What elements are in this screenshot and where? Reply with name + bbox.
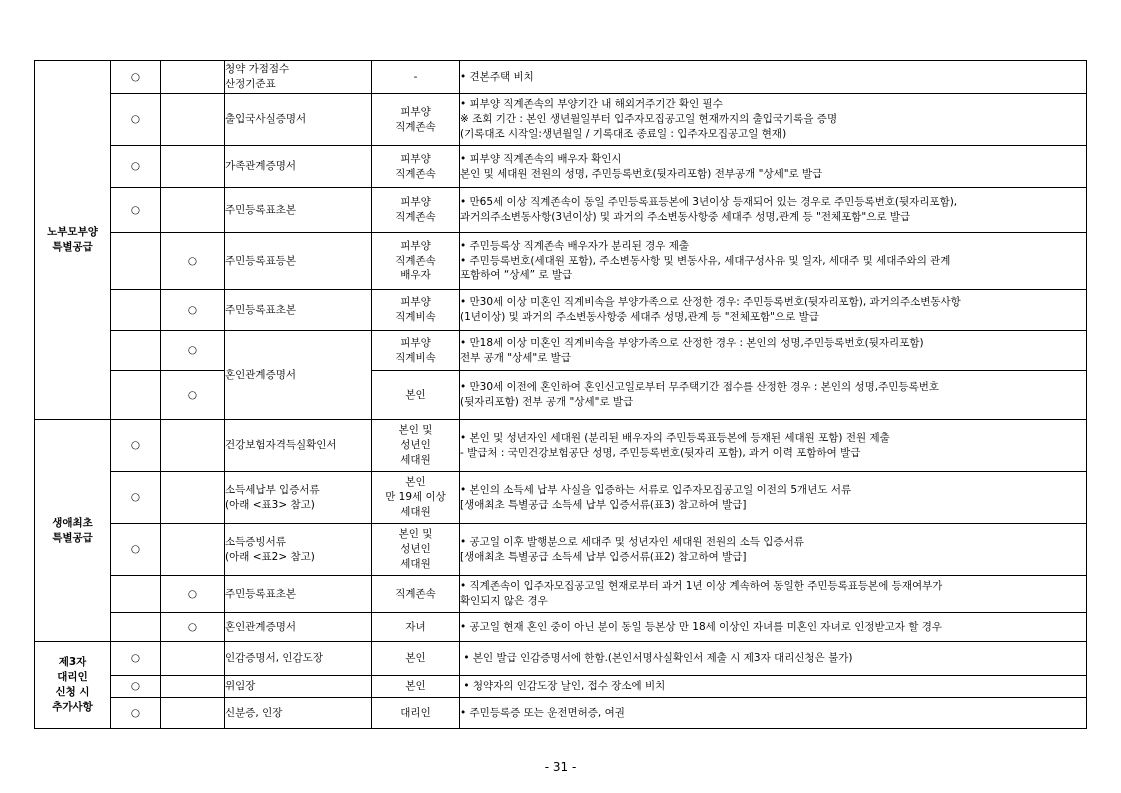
conditional-mark: ○ [161, 331, 225, 371]
document-name: 주민등록표초본 [225, 188, 372, 233]
document-name: 신분증, 인장 [225, 698, 372, 729]
document-name: 가족관계증명서 [225, 146, 372, 188]
note: • 만65세 이상 직계존속이 동일 주민등록표등본에 3년이상 등재되어 있는 경우로 주민등록번호(뒷자리포함), 과거의주소변동사항(3년이상) 및 과거의 주소변동사항중 세대주 성명,관계 등 "전체포함"으로 발급 [460, 188, 1087, 233]
document-name: 혼인관계증명서 [225, 331, 372, 420]
required-mark: ○ [111, 188, 161, 233]
note: • 주민등록상 직계존속 배우자가 분리된 경우 제출 • 주민등록번호(세대원 포함), 주소변동사항 및 변동사유, 세대구성사유 및 일자, 세대주 및 세대주와의 관계 포함하여 “상세” 로 발급 [460, 233, 1087, 290]
issue-target: 피부양 직계존속 [372, 188, 460, 233]
document-name: 혼인관계증명서 [225, 613, 372, 642]
issue-target: 본인 [372, 371, 460, 420]
required-mark: ○ [111, 642, 161, 676]
required-mark: ○ [111, 524, 161, 576]
conditional-mark [161, 524, 225, 576]
required-mark: ○ [111, 472, 161, 524]
document-name: 소득증빙서류 (아래 <표2> 참고) [225, 524, 372, 576]
note: • 공고일 이후 발행분으로 세대주 및 성년자인 세대원 전원의 소득 입증서류 [생애최초 특별공급 소득세 납부 입증서류(표2) 참고하여 발급] [460, 524, 1087, 576]
conditional-mark [161, 676, 225, 698]
note: • 청약자의 인감도장 날인, 접수 장소에 비치 [460, 676, 1087, 698]
note: • 피부양 직계존속의 부양기간 내 해외거주기간 확인 필수 ※ 조회 기간 : 본인 생년월일부터 입주자모집공고일 현재까지의 출입국기록을 증명 (기록대조 시작일:생년월일 / 기록대조 종료일 : 입주자모집공고일 현재) [460, 94, 1087, 146]
note: • 공고일 현재 혼인 중이 아닌 분이 동일 등본상 만 18세 이상인 자녀를 미혼인 자녀로 인정받고자 할 경우 [460, 613, 1087, 642]
conditional-mark [161, 472, 225, 524]
issue-target: 자녀 [372, 613, 460, 642]
document-name: 주민등록표초본 [225, 290, 372, 331]
issue-target: 본인 및 성년인 세대원 [372, 420, 460, 472]
required-mark: ○ [111, 676, 161, 698]
page-number: - 31 - [544, 760, 577, 774]
note: • 견본주택 비치 [460, 61, 1087, 94]
issue-target: 본인 [372, 676, 460, 698]
note: • 만30세 이상 미혼인 직계비속을 부양가족으로 산정한 경우: 주민등록번호(뒷자리포함), 과거의주소변동사항 (1년이상) 및 과거의 주소변동사항중 세대주 성명,관계 등 "전체포함"으로 발급 [460, 290, 1087, 331]
required-mark [111, 371, 161, 420]
issue-target: 본인 [372, 642, 460, 676]
conditional-mark [161, 642, 225, 676]
note: • 본인의 소득세 납부 사실을 입증하는 서류로 입주자모집공고일 이전의 5개년도 서류 [생애최초 특별공급 소득세 납부 입증서류(표3) 참고하여 발급] [460, 472, 1087, 524]
conditional-mark [161, 188, 225, 233]
required-mark: ○ [111, 420, 161, 472]
group-label-proxy-applicant: 제3자 대리인 신청 시 추가사항 [35, 642, 111, 729]
issue-target: 본인 및 성년인 세대원 [372, 524, 460, 576]
note: • 본인 및 성년자인 세대원 (분리된 배우자의 주민등록표등본에 등재된 세대원 포함) 전원 제출 - 발급처 : 국민건강보험공단 성명, 주민등록번호(뒷자리 포함), 과거 이력 포함하여 발급 [460, 420, 1087, 472]
document-name: 청약 가점점수 산정기준표 [225, 61, 372, 94]
document-name: 주민등록표초본 [225, 576, 372, 613]
issue-target: 피부양 직계존속 [372, 94, 460, 146]
document-name: 위임장 [225, 676, 372, 698]
conditional-mark: ○ [161, 576, 225, 613]
conditional-mark [161, 61, 225, 94]
note: • 직계존속이 입주자모집공고일 현재로부터 과거 1년 이상 계속하여 동일한 주민등록표등본에 등재여부가 확인되지 않은 경우 [460, 576, 1087, 613]
document-requirements-table [34, 60, 1087, 729]
note: • 피부양 직계존속의 배우자 확인시 본인 및 세대원 전원의 성명, 주민등록번호(뒷자리포함) 전부공개 "상세"로 발급 [460, 146, 1087, 188]
document-name: 주민등록표등본 [225, 233, 372, 290]
required-mark: ○ [111, 146, 161, 188]
required-mark: ○ [111, 61, 161, 94]
note: • 만30세 이전에 혼인하여 혼인신고일로부터 무주택기간 점수를 산정한 경우 : 본인의 성명,주민등록번호 (뒷자리포함) 전부 공개 "상세"로 발급 [460, 371, 1087, 420]
required-mark: ○ [111, 698, 161, 729]
conditional-mark [161, 420, 225, 472]
issue-target: 대리인 [372, 698, 460, 729]
note: • 본인 발급 인감증명서에 한함.(본인서명사실확인서 제출 시 제3자 대리신청은 불가) [460, 642, 1087, 676]
required-mark [111, 613, 161, 642]
group-label-senior-support: 노부모부양 특별공급 [35, 61, 111, 420]
issue-target: 피부양 직계비속 [372, 331, 460, 371]
conditional-mark: ○ [161, 613, 225, 642]
issue-target: 직계존속 [372, 576, 460, 613]
note: • 만18세 이상 미혼인 직계비속을 부양가족으로 산정한 경우 : 본인의 성명,주민등록번호(뒷자리포함) 전부 공개 "상세"로 발급 [460, 331, 1087, 371]
required-mark [111, 331, 161, 371]
conditional-mark [161, 94, 225, 146]
document-name: 출입국사실증명서 [225, 94, 372, 146]
issue-target: - [372, 61, 460, 94]
issue-target: 본인 만 19세 이상 세대원 [372, 472, 460, 524]
required-mark [111, 233, 161, 290]
issue-target: 피부양 직계존속 배우자 [372, 233, 460, 290]
note: • 주민등록증 또는 운전면허증, 여권 [460, 698, 1087, 729]
required-mark [111, 290, 161, 331]
required-mark: ○ [111, 94, 161, 146]
conditional-mark [161, 698, 225, 729]
issue-target: 피부양 직계비속 [372, 290, 460, 331]
conditional-mark: ○ [161, 371, 225, 420]
document-name: 건강보험자격득실확인서 [225, 420, 372, 472]
conditional-mark [161, 146, 225, 188]
document-name: 소득세납부 입증서류 (아래 <표3> 참고) [225, 472, 372, 524]
document-name: 인감증명서, 인감도장 [225, 642, 372, 676]
conditional-mark: ○ [161, 233, 225, 290]
conditional-mark: ○ [161, 290, 225, 331]
group-label-first-time-buyer: 생애최초 특별공급 [35, 420, 111, 642]
required-mark [111, 576, 161, 613]
issue-target: 피부양 직계존속 [372, 146, 460, 188]
